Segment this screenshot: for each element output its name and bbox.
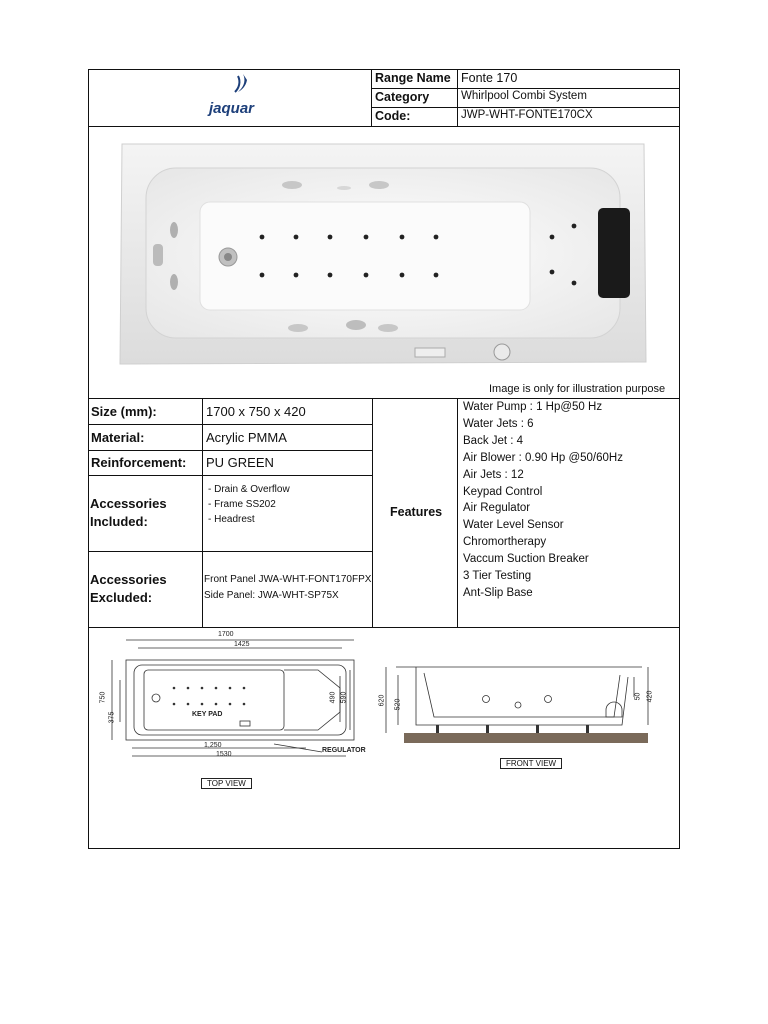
accessories-included-label-cell: [88, 475, 203, 552]
dim-1700: 1700: [218, 631, 234, 638]
keypad-label: KEY PAD: [192, 711, 223, 718]
dim-1250: 1,250: [204, 742, 222, 749]
feature-item: Vaccum Suction Breaker: [463, 553, 589, 566]
feature-item: Water Jets : 6: [463, 417, 534, 430]
dim-620: 620: [378, 694, 386, 707]
code-value: JWP-WHT-FONTE170CX: [457, 107, 680, 127]
image-caption: Image is only for illustration purpose: [489, 383, 666, 395]
features-label-cell: [372, 398, 458, 628]
size-label: Size (mm):: [88, 398, 203, 425]
feature-item: Water Pump : 1 Hp@50 Hz: [463, 401, 603, 413]
dim-750: 750: [99, 691, 107, 704]
range-name-label: Range Name: [371, 69, 458, 89]
accessories-included-label-2: Included:: [90, 514, 148, 529]
features-label: Features: [390, 505, 443, 519]
regulator-label: REGULATOR: [322, 747, 366, 754]
front-view-tag: FRONT VIEW: [500, 758, 562, 769]
accessories-included-value-cell: [202, 475, 373, 552]
dim-590: 590: [340, 691, 348, 704]
features-list: [463, 399, 623, 602]
feature-item: Air Jets : 12: [463, 468, 524, 481]
dim-375: 375: [108, 711, 116, 724]
accessories-excluded-label-2: Excluded:: [90, 590, 153, 605]
feature-item: Keypad Control: [463, 485, 543, 498]
dim-1425: 1425: [234, 641, 250, 648]
accessory-included-item: - Drain & Overflow: [208, 484, 290, 495]
accessory-excluded-item: Side Panel: JWA-WHT-SP75X: [204, 590, 339, 601]
dim-490: 490: [329, 691, 337, 704]
feature-item: Ant-Slip Base: [463, 586, 533, 599]
category-label: Category: [371, 88, 458, 108]
accessories-excluded-label-1: Accessories: [90, 572, 167, 587]
feature-item: Back Jet : 4: [463, 434, 524, 447]
accessory-included-item: - Frame SS202: [208, 499, 276, 510]
feature-item: Water Level Sensor: [463, 519, 564, 532]
feature-item: 3 Tier Testing: [463, 570, 532, 583]
feature-item: Air Blower : 0.90 Hp @50/60Hz: [463, 451, 623, 464]
reinforcement-value: PU GREEN: [202, 450, 373, 476]
top-view-tag: TOP VIEW: [201, 778, 252, 789]
accessories-excluded-value-cell: [202, 551, 373, 628]
brand-logo: [200, 70, 290, 126]
dim-50: 50: [634, 692, 642, 701]
technical-drawing-front-view: [376, 655, 656, 755]
technical-drawing-top-view: [96, 630, 386, 780]
accessories-included-label-1: Accessories: [90, 496, 167, 511]
accessory-included-item: - Headrest: [208, 514, 255, 525]
accessories-excluded-label-cell: [88, 551, 203, 628]
feature-item: Air Regulator: [463, 502, 531, 515]
category-value: Whirlpool Combi System: [457, 88, 680, 108]
code-label: Code:: [371, 107, 458, 127]
feature-item: Chromortherapy: [463, 536, 547, 549]
logo-text: jaquar: [209, 100, 255, 117]
range-name-value: Fonte 170: [457, 69, 680, 89]
spec-divider-bottom: [88, 627, 680, 628]
dim-1530: 1530: [216, 751, 232, 758]
accessory-excluded-item: Front Panel JWA-WHT-FONT170FPX: [204, 574, 372, 585]
material-value: Acrylic PMMA: [202, 424, 373, 451]
dim-420: 420: [646, 690, 654, 703]
size-value: 1700 x 750 x 420: [202, 398, 373, 425]
dim-520: 520: [394, 698, 402, 711]
bathtub-image: [116, 140, 650, 372]
material-label: Material:: [88, 424, 203, 451]
front-view-drawing: [376, 655, 656, 755]
top-view-drawing: [96, 630, 386, 780]
jaquar-logo-icon: [200, 70, 290, 126]
reinforcement-label: Reinforcement:: [88, 450, 203, 476]
